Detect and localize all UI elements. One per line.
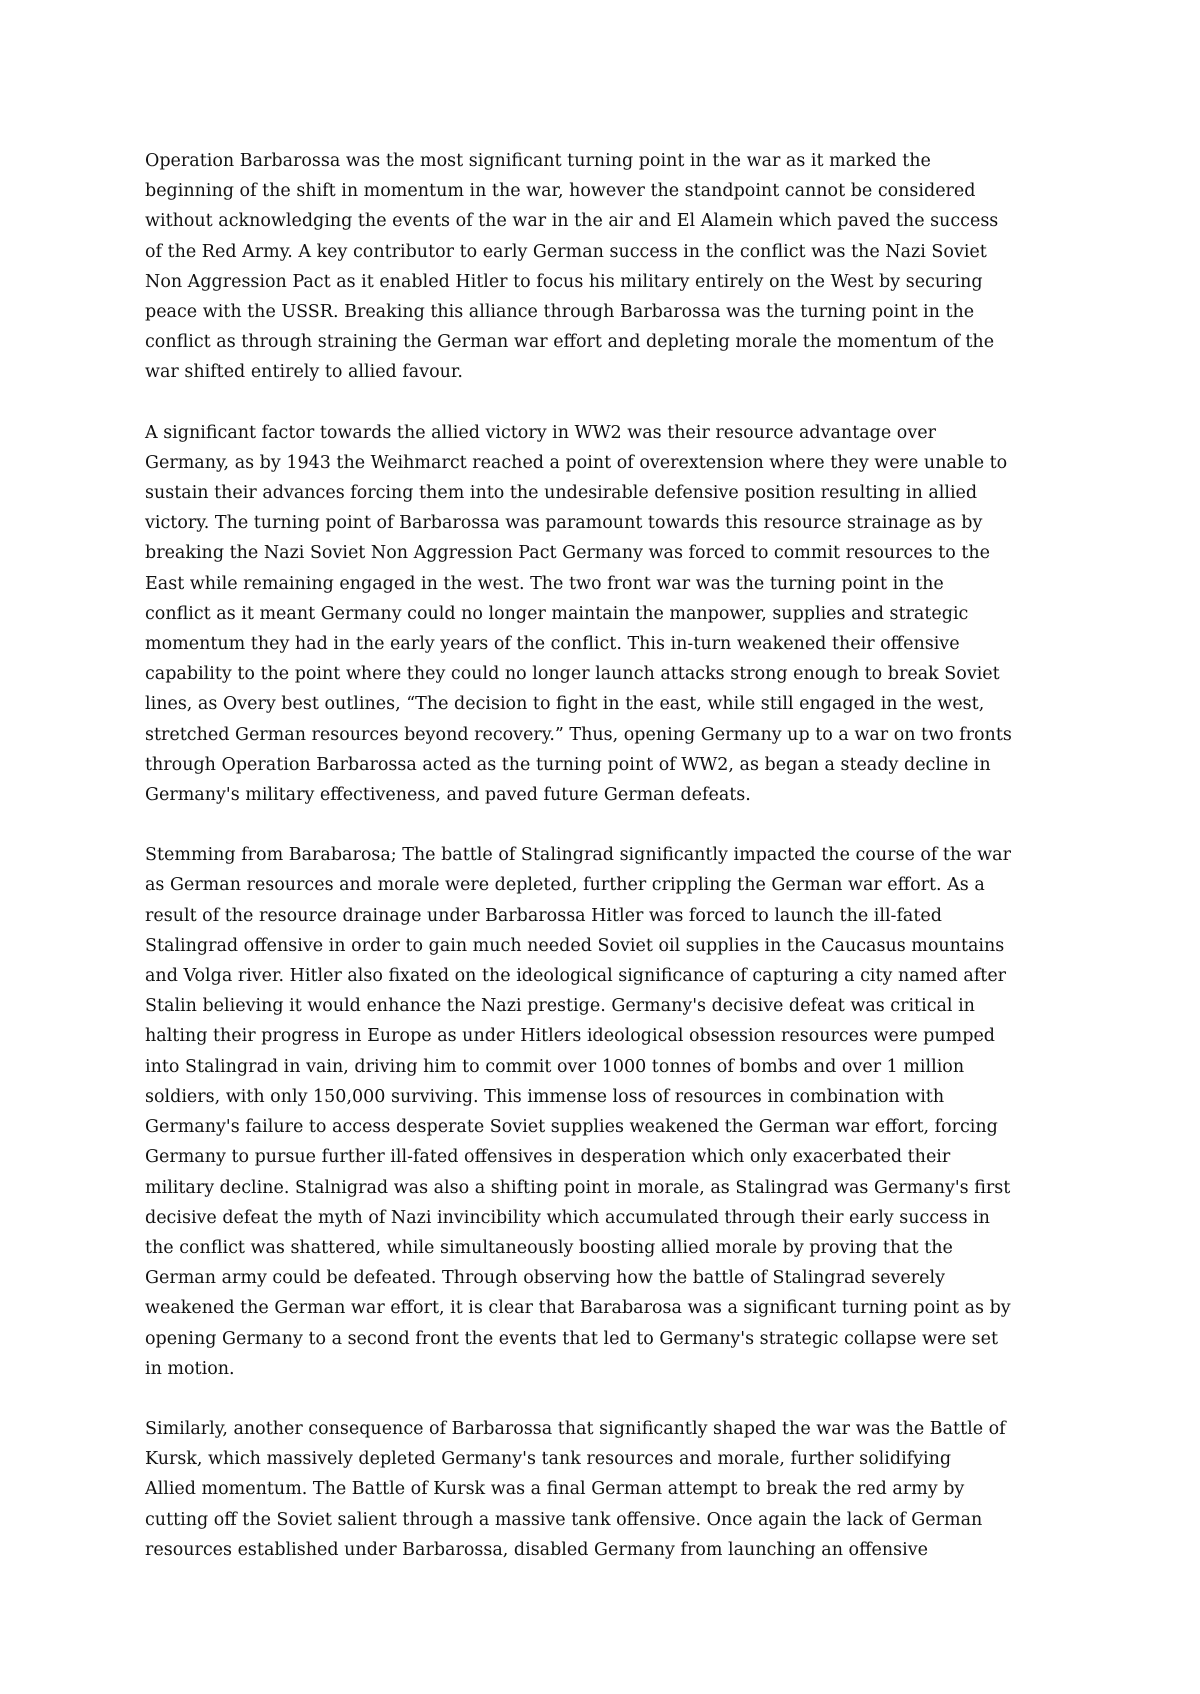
paragraph-kursk: Similarly, another consequence of Barbarossa that significantly shaped the war was the Battle of Kursk, which massively depleted Germany's tank resources and morale, further solidifying Allied momentum. The Battle of Kursk was a final German attempt to break the red army by cutting off the Soviet salient through a massive tank offensive. Once again the lack of German resources established under Barbarossa, disabled Germany from launching an offensive [145,1418,1006,1560]
paragraph-resource-advantage: A significant factor towards the allied victory in WW2 was their resource advantage over Germany, as by 1943 the Weihmarct reached a point of overextension where they were unable to sustain their advances forcing them into the undesirable defensive position resulting in allied victory. The turning point of Barbarossa was paramount towards this resource strainage as by breaking the Nazi Soviet Non Aggression Pact Germany was forced to commit resources to the East while remaining engaged in the west. The two front war was the turning point in the conflict as it meant Germany could no longer maintain the manpower, supplies and strategic momentum they had in the early years of the conflict. This in-turn weakened their offensive capability to the point where they could no longer launch attacks strong enough to break Soviet lines, as Overy best outlines, “The decision to fight in the east, while still engaged in the west, stretched German resources beyond recovery.” Thus, opening Germany up to a war on two fronts through Operation Barbarossa acted as the turning point of WW2, as began a steady decline in Germany's military effectiveness, and paved future German defeats. [145,422,1012,806]
document-body [145,146,1065,1595]
paragraph-stalingrad: Stemming from Barabarosa; The battle of Stalingrad significantly impacted the course of the war as German resources and morale were depleted, further crippling the German war effort. As a result of the resource drainage under Barbarossa Hitler was forced to launch the ill-fated Stalingrad offensive in order to gain much needed Soviet oil supplies in the Caucasus mountains and Volga river. Hitler also fixated on the ideological significance of capturing a city named after Stalin believing it would enhance the Nazi prestige. Germany's decisive defeat was critical in halting their progress in Europe as under Hitlers ideological obsession resources were pumped into Stalingrad in vain, driving him to commit over 1000 tonnes of bombs and over 1 million soldiers, with only 150,000 surviving. This immense loss of resources in combination with Germany's failure to access desperate Soviet supplies weakened the German war effort, forcing Germany to pursue further ill-fated offensives in desperation which only exacerbated their military decline. Stalnigrad was also a shifting point in morale, as Stalingrad was Germany's first decisive defeat the myth of Nazi invincibility which accumulated through their early success in the conflict was shattered, while simultaneously boosting allied morale by proving that the German army could be defeated. Through observing how the battle of Stalingrad severely weakened the German war effort, it is clear that Barabarosa was a significant turning point as by opening Germany to a second front the events that led to Germany's strategic collapse were set in motion. [145,845,1011,1379]
paragraph-barbarossa-intro: Operation Barbarossa was the most significant turning point in the war as it marked the beginning of the shift in momentum in the war, however the standpoint cannot be considered without acknowledging the events of the war in the air and El Alamein which paved the success of the Red Army. A key contributor to early German success in the conflict was the Nazi Soviet Non Aggression Pact as it enabled Hitler to focus his military entirely on the West by securing peace with the USSR. Breaking this alliance through Barbarossa was the turning point in the conflict as through straining the German war effort and depleting morale the momentum of the war shifted entirely to allied favour. [145,151,999,383]
